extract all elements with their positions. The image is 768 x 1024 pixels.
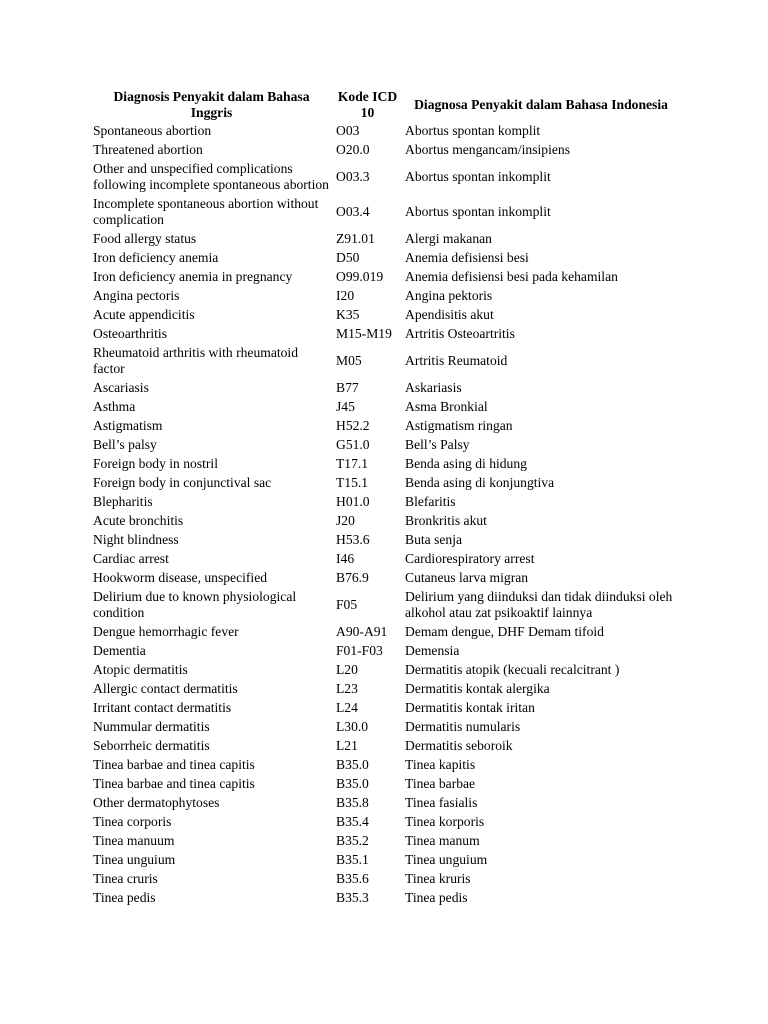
indonesian-diagnosis-cell: Dermatitis numularis — [405, 719, 521, 734]
icd-code-cell: O20.0 — [336, 142, 370, 157]
indonesian-diagnosis-cell: Delirium yang diinduksi dan tidak diinduksi oleh alkohol atau zat psikoaktif lainnya — [405, 589, 673, 620]
icd-code-cell: B35.3 — [336, 890, 369, 905]
indonesian-diagnosis-cell: Buta senja — [405, 532, 463, 547]
table-body — [90, 122, 680, 908]
english-diagnosis-cell: Food allergy status — [93, 231, 197, 246]
table-row — [90, 775, 680, 794]
icd-code-cell: H53.6 — [336, 532, 370, 547]
table-row — [90, 794, 680, 813]
indonesian-diagnosis-cell: Tinea barbae — [405, 776, 476, 791]
icd-code-cell: L20 — [336, 662, 358, 677]
table-header — [90, 88, 680, 122]
table-row — [90, 813, 680, 832]
icd-code-cell: M15-M19 — [336, 326, 392, 341]
english-diagnosis-cell: Rheumatoid arthritis with rheumatoid factor — [93, 345, 299, 376]
table-row — [90, 474, 680, 493]
header-icd-code: Kode ICD 10 — [337, 89, 398, 120]
indonesian-diagnosis-cell: Demam dengue, DHF Demam tifoid — [405, 624, 604, 639]
icd-code-cell: B76.9 — [336, 570, 369, 585]
english-diagnosis-cell: Tinea unguium — [93, 852, 176, 867]
icd-code-cell: L30.0 — [336, 719, 369, 734]
icd-code-cell: H52.2 — [336, 418, 370, 433]
indonesian-diagnosis-cell: Benda asing di hidung — [405, 456, 527, 471]
indonesian-diagnosis-cell: Bronkritis akut — [405, 513, 487, 528]
indonesian-diagnosis-cell: Dermatitis atopik (kecuali recalcitrant ) — [405, 662, 620, 677]
table-row — [90, 550, 680, 569]
table-row — [90, 122, 680, 141]
indonesian-diagnosis-cell: Dermatitis kontak iritan — [405, 700, 535, 715]
table-row — [90, 230, 680, 249]
icd-code-cell: L21 — [336, 738, 358, 753]
english-diagnosis-cell: Atopic dermatitis — [93, 662, 188, 677]
table-row — [90, 493, 680, 512]
english-diagnosis-cell: Tinea cruris — [93, 871, 158, 886]
icd-code-cell: M05 — [336, 353, 362, 368]
english-diagnosis-cell: Other dermatophytoses — [93, 795, 220, 810]
table-row — [90, 642, 680, 661]
icd-code-cell: F01-F03 — [336, 643, 383, 658]
english-diagnosis-cell: Dementia — [93, 643, 146, 658]
table-row — [90, 623, 680, 642]
english-diagnosis-cell: Other and unspecified complications following incomplete spontaneous abortion — [93, 161, 329, 192]
english-diagnosis-cell: Acute bronchitis — [93, 513, 184, 528]
icd-code-cell: G51.0 — [336, 437, 370, 452]
indonesian-diagnosis-cell: Astigmatism ringan — [405, 418, 513, 433]
english-diagnosis-cell: Nummular dermatitis — [93, 719, 210, 734]
indonesian-diagnosis-cell: Asma Bronkial — [405, 399, 488, 414]
icd-code-cell: I20 — [336, 288, 355, 303]
table-row — [90, 398, 680, 417]
indonesian-diagnosis-cell: Tinea pedis — [405, 890, 468, 905]
icd-code-cell: L23 — [336, 681, 358, 696]
table-row — [90, 306, 680, 325]
icd-code-cell: B35.4 — [336, 814, 369, 829]
table-row — [90, 325, 680, 344]
icd-table — [90, 88, 680, 908]
english-diagnosis-cell: Ascariasis — [93, 380, 149, 395]
table-row — [90, 737, 680, 756]
icd-code-cell: T15.1 — [336, 475, 369, 490]
indonesian-diagnosis-cell: Cutaneus larva migran — [405, 570, 529, 585]
table-row — [90, 756, 680, 775]
icd-code-cell: B35.1 — [336, 852, 369, 867]
table-row — [90, 718, 680, 737]
english-diagnosis-cell: Hookworm disease, unspecified — [93, 570, 268, 585]
table-row — [90, 455, 680, 474]
english-diagnosis-cell: Tinea corporis — [93, 814, 172, 829]
indonesian-diagnosis-cell: Cardiorespiratory arrest — [405, 551, 535, 566]
icd-code-cell: O03.3 — [336, 169, 370, 184]
english-diagnosis-cell: Dengue hemorrhagic fever — [93, 624, 239, 639]
english-diagnosis-cell: Tinea barbae and tinea capitis — [93, 757, 255, 772]
english-diagnosis-cell: Bell’s palsy — [93, 437, 157, 452]
indonesian-diagnosis-cell: Askariasis — [405, 380, 462, 395]
icd-code-cell: F05 — [336, 597, 358, 612]
indonesian-diagnosis-cell: Abortus spontan komplit — [405, 123, 541, 138]
table-row — [90, 344, 680, 379]
indonesian-diagnosis-cell: Dermatitis seboroik — [405, 738, 513, 753]
table-row — [90, 512, 680, 531]
table-row — [90, 851, 680, 870]
english-diagnosis-cell: Night blindness — [93, 532, 179, 547]
indonesian-diagnosis-cell: Benda asing di konjungtiva — [405, 475, 555, 490]
indonesian-diagnosis-cell: Abortus spontan inkomplit — [405, 169, 551, 184]
table-row — [90, 160, 680, 195]
english-diagnosis-cell: Acute appendicitis — [93, 307, 195, 322]
table-row — [90, 588, 680, 623]
indonesian-diagnosis-cell: Tinea manum — [405, 833, 480, 848]
table-row — [90, 832, 680, 851]
indonesian-diagnosis-cell: Tinea kruris — [405, 871, 471, 886]
icd-code-cell: Z91.01 — [336, 231, 375, 246]
indonesian-diagnosis-cell: Dermatitis kontak alergika — [405, 681, 550, 696]
english-diagnosis-cell: Irritant contact dermatitis — [93, 700, 232, 715]
indonesian-diagnosis-cell: Tinea korporis — [405, 814, 485, 829]
english-diagnosis-cell: Asthma — [93, 399, 136, 414]
icd-code-cell: B35.0 — [336, 757, 369, 772]
indonesian-diagnosis-cell: Abortus spontan inkomplit — [405, 204, 551, 219]
table-row — [90, 870, 680, 889]
indonesian-diagnosis-cell: Artritis Osteoartritis — [405, 326, 515, 341]
icd-code-cell: D50 — [336, 250, 360, 265]
english-diagnosis-cell: Iron deficiency anemia — [93, 250, 219, 265]
icd-code-cell: K35 — [336, 307, 360, 322]
english-diagnosis-cell: Blepharitis — [93, 494, 153, 509]
table-row — [90, 699, 680, 718]
english-diagnosis-cell: Foreign body in conjunctival sac — [93, 475, 272, 490]
header-english-diagnosis: Diagnosis Penyakit dalam Bahasa Inggris — [113, 89, 310, 120]
english-diagnosis-cell: Tinea pedis — [93, 890, 156, 905]
table-row — [90, 889, 680, 908]
table-row — [90, 417, 680, 436]
icd-code-cell: I46 — [336, 551, 355, 566]
header-indonesian-diagnosis: Diagnosa Penyakit dalam Bahasa Indonesia — [414, 97, 668, 112]
icd-code-cell: B35.0 — [336, 776, 369, 791]
table-row — [90, 249, 680, 268]
table-row — [90, 379, 680, 398]
english-diagnosis-cell: Spontaneous abortion — [93, 123, 212, 138]
icd-code-cell: L24 — [336, 700, 358, 715]
icd-code-cell: B35.8 — [336, 795, 369, 810]
indonesian-diagnosis-cell: Artritis Reumatoid — [405, 353, 508, 368]
table-row — [90, 680, 680, 699]
indonesian-diagnosis-cell: Bell’s Palsy — [405, 437, 470, 452]
english-diagnosis-cell: Seborrheic dermatitis — [93, 738, 210, 753]
table-row — [90, 268, 680, 287]
indonesian-diagnosis-cell: Angina pektoris — [405, 288, 493, 303]
indonesian-diagnosis-cell: Anemia defisiensi besi — [405, 250, 529, 265]
english-diagnosis-cell: Tinea manuum — [93, 833, 175, 848]
indonesian-diagnosis-cell: Blefaritis — [405, 494, 456, 509]
indonesian-diagnosis-cell: Abortus mengancam/insipiens — [405, 142, 570, 157]
icd-code-cell: O03 — [336, 123, 360, 138]
indonesian-diagnosis-cell: Anemia defisiensi besi pada kehamilan — [405, 269, 618, 284]
english-diagnosis-cell: Osteoarthritis — [93, 326, 167, 341]
indonesian-diagnosis-cell: Alergi makanan — [405, 231, 492, 246]
indonesian-diagnosis-cell: Tinea kapitis — [405, 757, 476, 772]
table-row — [90, 569, 680, 588]
table-row — [90, 141, 680, 160]
english-diagnosis-cell: Iron deficiency anemia in pregnancy — [93, 269, 293, 284]
icd-code-cell: J45 — [336, 399, 355, 414]
english-diagnosis-cell: Foreign body in nostril — [93, 456, 218, 471]
indonesian-diagnosis-cell: Demensia — [405, 643, 460, 658]
icd-code-cell: T17.1 — [336, 456, 369, 471]
icd-code-cell: B77 — [336, 380, 359, 395]
icd-code-cell: B35.6 — [336, 871, 369, 886]
english-diagnosis-cell: Delirium due to known physiological condition — [93, 589, 297, 620]
table-row — [90, 661, 680, 680]
english-diagnosis-cell: Incomplete spontaneous abortion without complication — [93, 196, 319, 227]
icd-code-cell: A90-A91 — [336, 624, 388, 639]
icd-code-cell: H01.0 — [336, 494, 370, 509]
english-diagnosis-cell: Angina pectoris — [93, 288, 180, 303]
icd-code-cell: O99.019 — [336, 269, 384, 284]
indonesian-diagnosis-cell: Apendisitis akut — [405, 307, 494, 322]
table-row — [90, 195, 680, 230]
table-row — [90, 436, 680, 455]
english-diagnosis-cell: Tinea barbae and tinea capitis — [93, 776, 255, 791]
english-diagnosis-cell: Allergic contact dermatitis — [93, 681, 238, 696]
english-diagnosis-cell: Threatened abortion — [93, 142, 203, 157]
header-row — [90, 88, 680, 122]
indonesian-diagnosis-cell: Tinea fasialis — [405, 795, 478, 810]
table-row — [90, 287, 680, 306]
english-diagnosis-cell: Astigmatism — [93, 418, 163, 433]
icd-code-cell: J20 — [336, 513, 355, 528]
icd-code-cell: B35.2 — [336, 833, 369, 848]
english-diagnosis-cell: Cardiac arrest — [93, 551, 169, 566]
table-row — [90, 531, 680, 550]
indonesian-diagnosis-cell: Tinea unguium — [405, 852, 488, 867]
icd-code-cell: O03.4 — [336, 204, 370, 219]
